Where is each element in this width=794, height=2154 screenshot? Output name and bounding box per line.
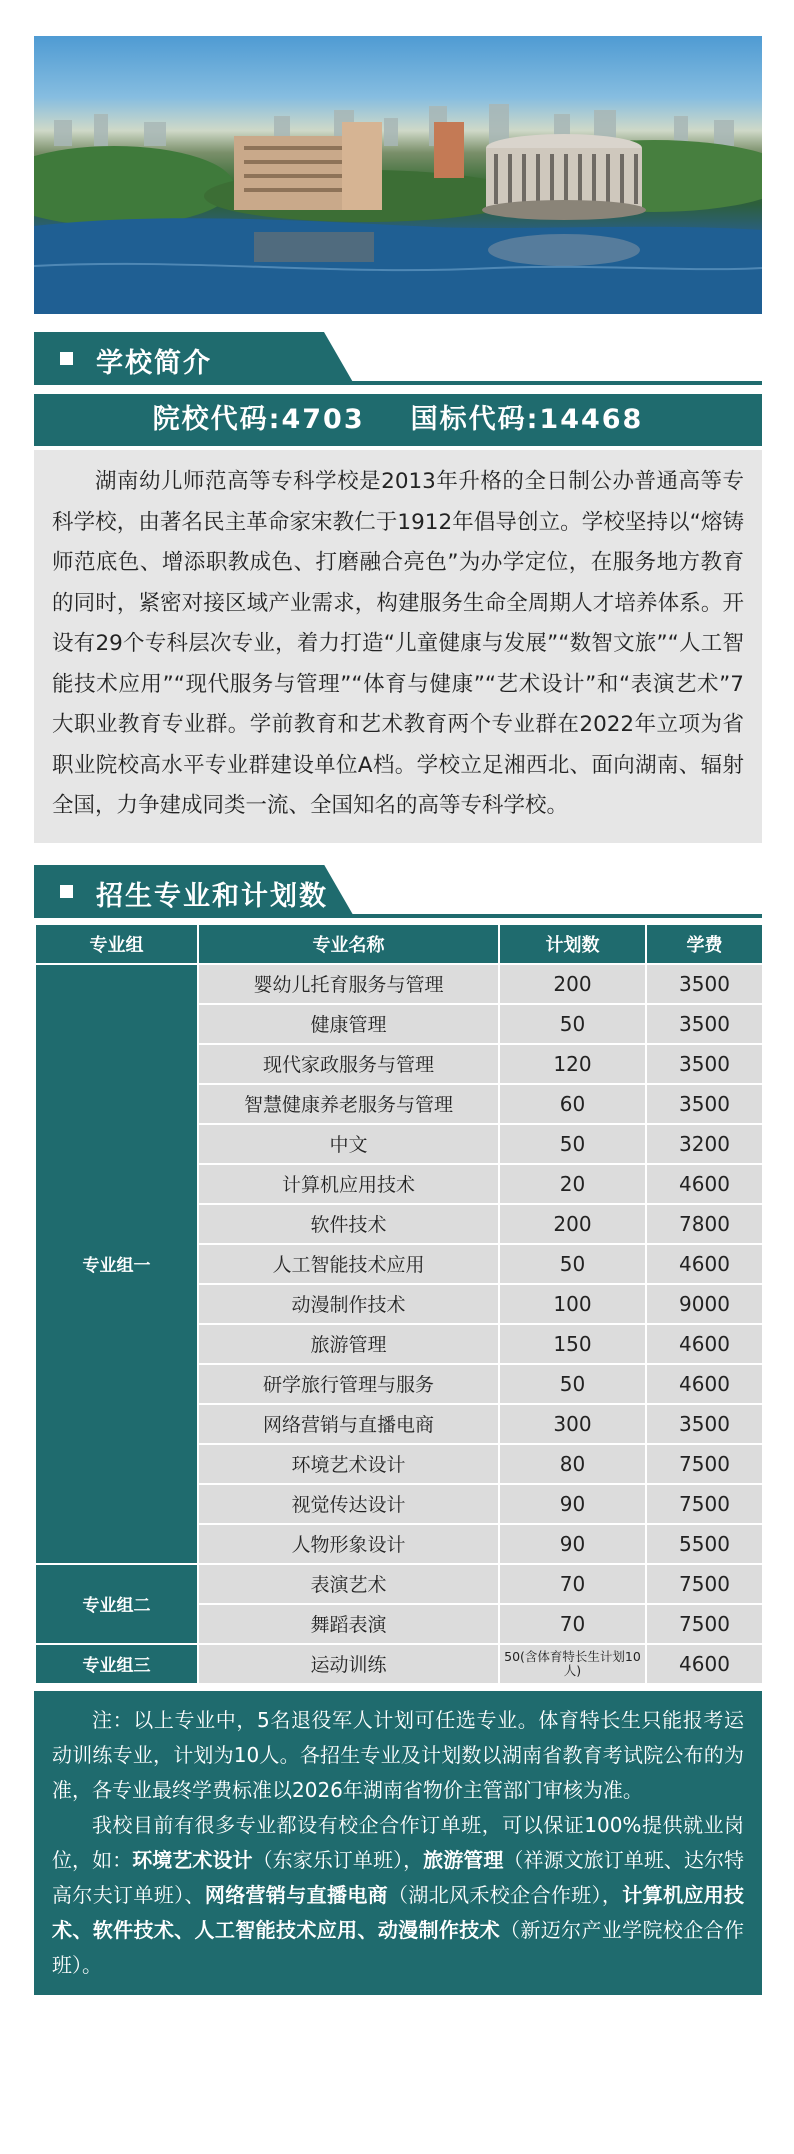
campus-photo-drawing [34, 36, 762, 314]
note-text: ， [403, 1847, 424, 1872]
table-header-row [35, 924, 763, 964]
quota-cell: 50 [499, 1004, 646, 1044]
quota-cell: 60 [499, 1084, 646, 1124]
note-text: （新迈尔产业学院校企合作班）。 [52, 1917, 744, 1977]
note-text: （湖北风禾校企合作班） [388, 1882, 602, 1907]
note-paragraph-2 [52, 1808, 744, 1983]
quota-cell: 120 [499, 1044, 646, 1084]
header-quota: 计划数 [499, 924, 646, 964]
fee-cell: 3500 [646, 1004, 763, 1044]
heading-rule [34, 914, 762, 918]
table-body [35, 964, 763, 1684]
major-cell: 网络营销与直播电商 [198, 1404, 499, 1444]
major-group-cell: 专业组一 [35, 964, 198, 1564]
fee-cell: 7500 [646, 1484, 763, 1524]
quota-cell: 20 [499, 1164, 646, 1204]
fee-cell: 3500 [646, 1044, 763, 1084]
major-highlight: 网络营销与直播电商 [204, 1882, 389, 1907]
major-cell: 现代家政服务与管理 [198, 1044, 499, 1084]
fee-cell: 3500 [646, 964, 763, 1004]
quota-cell: 50 [499, 1124, 646, 1164]
fee-cell: 4600 [646, 1164, 763, 1204]
major-cell: 人物形象设计 [198, 1524, 499, 1564]
table-row [35, 1564, 763, 1604]
quota-cell: 50 [499, 1244, 646, 1284]
major-cell: 计算机应用技术 [198, 1164, 499, 1204]
note-text: ， [601, 1882, 623, 1907]
major-cell: 舞蹈表演 [198, 1604, 499, 1644]
fee-cell: 4600 [646, 1644, 763, 1684]
fee-cell: 3200 [646, 1124, 763, 1164]
section-plan-heading [34, 865, 762, 921]
fee-cell: 3500 [646, 1084, 763, 1124]
section-title: 招生专业和计划数 [96, 880, 328, 912]
quota-cell: 70 [499, 1564, 646, 1604]
fee-cell: 7500 [646, 1444, 763, 1484]
notes-box [34, 1691, 762, 1995]
major-highlight: 环境艺术设计 [132, 1847, 253, 1872]
major-cell: 中文 [198, 1124, 499, 1164]
note-text: （东家乐订单班） [252, 1847, 404, 1872]
fee-cell: 4600 [646, 1324, 763, 1364]
table-row [35, 1644, 763, 1684]
fee-cell: 4600 [646, 1364, 763, 1404]
quota-cell: 90 [499, 1524, 646, 1564]
fee-cell: 9000 [646, 1284, 763, 1324]
fee-cell: 7500 [646, 1604, 763, 1644]
fee-cell: 3500 [646, 1404, 763, 1444]
quota-cell: 100 [499, 1284, 646, 1324]
fee-cell: 7800 [646, 1204, 763, 1244]
school-intro-paragraph: 湖南幼儿师范高等专科学校是2013年升格的全日制公办普通高等专科学校，由著名民主革命家宋教仁于1912年倡导创立。学校坚持以“熔铸师范底色、增添职教成色、打磨融合亮色”为办学定位，在服务地方教育的同时，紧密对接区域产业需求，构建服务生命全周期人才培养体系。开设有29个专科层次专业，着力打造“儿童健康与发展”“数智文旅”“人工智能技术应用”“现代服务与管理”“体育与健康”“艺术设计”和“表演艺术”7大职业教育专业群。学前教育和艺术教育两个专业群在2022年立项为省职业院校高水平专业群建设单位A档。学校立足湘西北、面向湖南、辐射全国，力争建成同类一流、全国知名的高等专科学校。 [34, 450, 762, 843]
major-cell: 动漫制作技术 [198, 1284, 499, 1324]
quota-cell: 300 [499, 1404, 646, 1444]
major-cell: 婴幼儿托育服务与管理 [198, 964, 499, 1004]
quota-cell: 200 [499, 1204, 646, 1244]
square-bullet-icon [60, 885, 73, 898]
quota-cell: 200 [499, 964, 646, 1004]
quota-cell: 50 [499, 1364, 646, 1404]
quota-cell: 80 [499, 1444, 646, 1484]
intl-code: 国标代码:14468 [410, 404, 644, 435]
major-cell: 智慧健康养老服务与管理 [198, 1084, 499, 1124]
square-bullet-icon [60, 352, 73, 365]
major-highlight: 计算机应用技术、软件技术、人工智能技术应用、动漫制作技术 [52, 1882, 745, 1942]
major-cell: 健康管理 [198, 1004, 499, 1044]
fee-cell: 7500 [646, 1564, 763, 1604]
major-cell: 环境艺术设计 [198, 1444, 499, 1484]
quota-cell: 90 [499, 1484, 646, 1524]
major-cell: 软件技术 [198, 1204, 499, 1244]
major-group-cell: 专业组二 [35, 1564, 198, 1644]
major-group-cell: 专业组三 [35, 1644, 198, 1684]
enrollment-plan-table [34, 923, 764, 1685]
major-cell: 旅游管理 [198, 1324, 499, 1364]
note-paragraph-1: 注：以上专业中，5名退役军人计划可任选专业。体育特长生只能报考运动训练专业，计划为10人。各招生专业及计划数以湖南省教育考试院公布的为准，各专业最终学费标准以2026年湖南省物价主管部门审核为准。 [52, 1707, 744, 1802]
table-row [35, 964, 763, 1004]
note-text: 我校目前有很多专业都设有校企合作订单班，可以保证100%提供就业岗位，如： [52, 1812, 744, 1872]
note-text: （祥源文旅订单班、达尔特高尔夫订单班） [52, 1847, 745, 1907]
header-major: 专业名称 [198, 924, 499, 964]
section-title: 学校简介 [96, 348, 212, 379]
fee-cell: 5500 [646, 1524, 763, 1564]
quota-cell: 70 [499, 1604, 646, 1644]
note-text: 、 [184, 1882, 205, 1907]
campus-photo [34, 36, 762, 314]
major-cell: 运动训练 [198, 1644, 499, 1684]
major-cell: 表演艺术 [198, 1564, 499, 1604]
major-cell: 视觉传达设计 [198, 1484, 499, 1524]
section-intro-heading [34, 332, 762, 388]
major-cell: 人工智能技术应用 [198, 1244, 499, 1284]
quota-cell: 150 [499, 1324, 646, 1364]
major-cell: 研学旅行管理与服务 [198, 1364, 499, 1404]
quota-cell: 50(含体育特长生计划10人) [499, 1644, 646, 1684]
brochure [34, 36, 762, 1995]
major-highlight: 旅游管理 [423, 1847, 504, 1872]
header-fee: 学费 [646, 924, 763, 964]
school-code-bar [34, 394, 762, 446]
header-group: 专业组 [35, 924, 198, 964]
fee-cell: 4600 [646, 1244, 763, 1284]
heading-rule [34, 381, 762, 385]
school-code: 院校代码:4703 [152, 404, 365, 435]
